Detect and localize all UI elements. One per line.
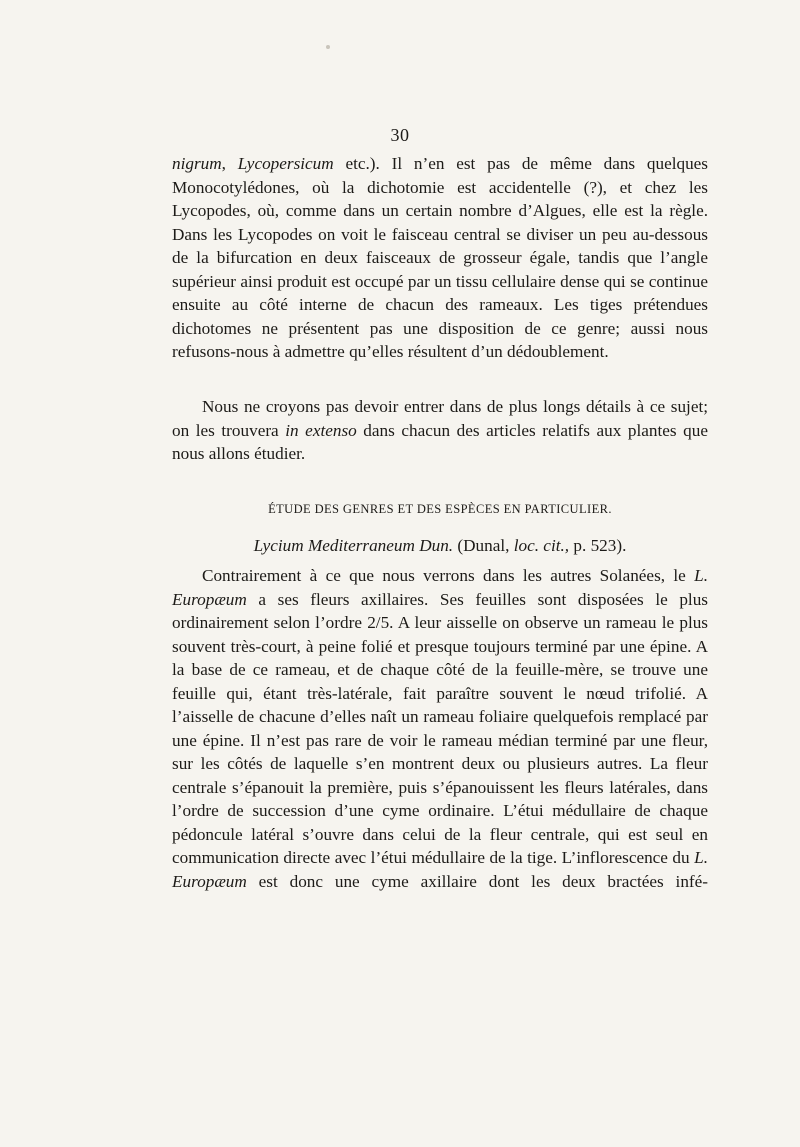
paragraph-block xyxy=(172,564,708,893)
paper-speck xyxy=(326,45,330,49)
italic-text: L. Europæum xyxy=(172,848,708,891)
text-run: etc.). Il n’en est pas de même dans quelques Monocotylédones, où la dichotomie est accidentelle (?), et chez les Lycopodes, où, comme dans un certain nombre d’Algues, elle est la règle. Dans les Lycopodes on voit le faisceau central se diviser un peu au-dessous de la bifurcation en deux faisceaux de grosseur égale, tandis que l’angle supérieur ainsi produit est occupé par un tissu cellulaire dense qui se continue ensuite au côté interne de chacun des rameaux. Les tiges prétendues dichotomes ne présentent pas une disposition de ce genre; aussi nous refusons-nous à admettre qu’elles résultent d’un dédoublement. xyxy=(172,154,708,361)
section-heading: ÉTUDE DES GENRES ET DES ESPÈCES EN PARTICULIER. xyxy=(268,502,612,516)
italic-text: L. Europæum xyxy=(172,566,708,609)
paragraph-continuation xyxy=(172,152,708,364)
text-run: , xyxy=(221,154,238,173)
text-run: a ses fleurs axillaires. Ses feuilles sont disposées le plus ordinairement selon l’ordre 2/5. A leur aisselle on observe un rameau le plus souvent très-court, à peine folié et presque toujours terminé par une épine. A la base de ce rameau, et de chaque côté de la feuille-mère, se trouve une feuille qui, étant très-latérale, fait paraître souvent le nœud trifolié. A l’aisselle de chacune d’elles naît un rameau foliaire quelquefois remplacé par une épine. Il n’est pas rare de voir le rameau médian terminé par une fleur, sur les côtés de laquelle s’en montrent deux ou plusieurs autres. La fleur centrale s’épanouit la première, puis s’épanouissent les fleurs latérales, dans l’ordre de succession d’une cyme ordinaire. L’étui médullaire de chaque pédoncule latéral s’ouvre dans celui de la fleur centrale, qui est seul en communication directe avec l’étui médullaire de la tige. L’inflorescence du xyxy=(172,589,708,867)
text-run: p. 523). xyxy=(569,536,627,555)
italic-text: loc. cit., xyxy=(513,536,570,555)
italic-text: in extenso xyxy=(285,420,357,440)
text-run: (Dunal, xyxy=(453,536,514,555)
italic-text: Lycopersicum xyxy=(237,154,334,173)
text-run: Contrairement à ce que nous verrons dans les autres Solanées, le xyxy=(202,566,695,585)
paragraph xyxy=(172,152,708,364)
species-heading xyxy=(172,534,708,558)
italic-text: nigrum xyxy=(172,154,222,173)
page-number: 30 xyxy=(390,125,410,145)
italic-text: Lycium Mediterraneum Dun. xyxy=(253,536,454,555)
text-run: Nous ne croyons pas devoir entrer dans de plus longs détails à ce sujet; on les trouvera xyxy=(172,397,708,440)
text-run: est donc une cyme axillaire dont les deux bractées infé- xyxy=(246,871,708,891)
paragraph xyxy=(172,564,708,893)
text-run: dans chacun des articles relatifs aux plantes que nous allons étudier. xyxy=(172,420,708,463)
paragraph xyxy=(172,395,708,466)
paragraph-block xyxy=(172,395,708,466)
